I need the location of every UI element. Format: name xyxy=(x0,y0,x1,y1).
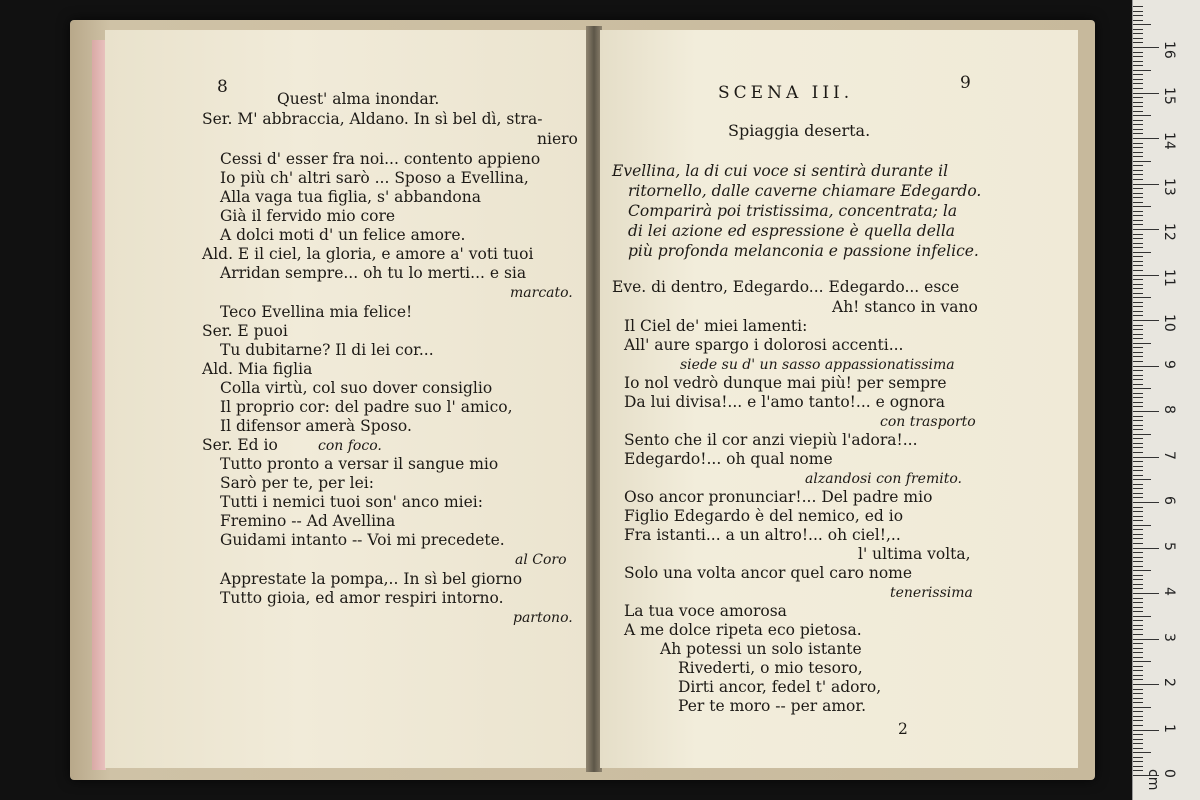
ruler-tick xyxy=(1133,757,1143,758)
ruler-tick xyxy=(1133,611,1143,612)
ruler-tick xyxy=(1133,643,1143,644)
stage-direction: più profonda melanconia e passione infelice. xyxy=(628,242,979,260)
ruler-tick xyxy=(1133,265,1143,266)
text-line: Arridan sempre... oh tu lo merti... e sia xyxy=(220,264,527,282)
text-line: Fremino -- Ad Avellina xyxy=(220,512,396,530)
ruler-tick xyxy=(1133,47,1159,48)
ruler-tick xyxy=(1133,325,1143,326)
ruler-tick xyxy=(1133,384,1143,385)
ruler-tick xyxy=(1133,334,1143,335)
page-edge xyxy=(92,40,106,770)
text-line: Quest' alma inondar. xyxy=(277,90,440,108)
ruler-tick xyxy=(1133,329,1143,330)
ruler-tick xyxy=(1133,338,1143,339)
ruler-tick xyxy=(1133,730,1159,731)
ruler-tick xyxy=(1133,402,1143,403)
ruler-tick xyxy=(1133,88,1143,89)
ruler-label: 6 xyxy=(1161,496,1177,505)
text-line: Ah potessi un solo istante xyxy=(660,640,862,658)
ruler-tick xyxy=(1133,315,1143,316)
ruler-tick xyxy=(1133,397,1143,398)
ruler-tick xyxy=(1133,256,1143,257)
text-line: A dolci moti d' un felice amore. xyxy=(220,226,466,244)
ruler-tick xyxy=(1133,174,1143,175)
ruler-tick xyxy=(1133,457,1159,458)
ruler-tick xyxy=(1133,529,1143,530)
ruler-tick xyxy=(1133,598,1143,599)
ruler-tick xyxy=(1133,466,1143,467)
text-line: All' aure spargo i dolorosi accenti... xyxy=(624,336,904,354)
ruler-tick xyxy=(1133,548,1159,549)
ruler-tick xyxy=(1133,502,1159,503)
right-page xyxy=(600,30,1078,768)
ruler-tick xyxy=(1133,702,1143,703)
ruler-tick xyxy=(1133,670,1143,671)
ruler-tick xyxy=(1133,275,1159,276)
ruler-label: 13 xyxy=(1161,177,1177,196)
ruler-tick xyxy=(1133,202,1143,203)
ruler-label: 11 xyxy=(1161,268,1177,287)
ruler-label: 1 xyxy=(1161,723,1177,733)
ruler-tick xyxy=(1133,361,1143,362)
ruler-tick xyxy=(1133,698,1143,699)
ruler-tick xyxy=(1133,206,1151,207)
ruler-tick xyxy=(1133,416,1143,417)
stage-direction: tenerissima xyxy=(890,585,973,601)
ruler-tick xyxy=(1133,570,1151,571)
ruler-tick xyxy=(1133,461,1143,462)
ruler-tick xyxy=(1133,675,1143,676)
ruler-tick xyxy=(1133,165,1143,166)
ruler-tick xyxy=(1133,493,1143,494)
ruler-tick xyxy=(1133,666,1143,667)
text-line: A me dolce ripeta eco pietosa. xyxy=(624,621,862,639)
page-number: 8 xyxy=(217,77,228,97)
ruler-tick xyxy=(1133,229,1159,230)
ruler-tick xyxy=(1133,52,1143,53)
text-line: Sento che il cor anzi viepiù l'adora!... xyxy=(624,431,918,449)
ruler-tick xyxy=(1133,111,1143,112)
ruler-tick xyxy=(1133,679,1143,680)
ruler-tick xyxy=(1133,147,1143,148)
ruler-tick xyxy=(1133,693,1143,694)
ruler-tick xyxy=(1133,470,1143,471)
ruler-tick xyxy=(1133,138,1159,139)
stage-direction: al Coro xyxy=(515,552,567,568)
text-line: Già il fervido mio core xyxy=(220,207,396,225)
text-line: niero xyxy=(537,130,578,148)
ruler-tick xyxy=(1133,575,1143,576)
ruler-tick xyxy=(1133,152,1143,153)
ruler-label: 5 xyxy=(1161,541,1177,551)
ruler-tick xyxy=(1133,343,1151,344)
ruler-tick xyxy=(1133,6,1143,7)
text-line: Fra istanti... a un altro!... oh ciel!,.. xyxy=(624,526,901,544)
ruler-label: 7 xyxy=(1161,450,1177,460)
ruler-tick xyxy=(1133,234,1143,235)
signature-mark: 2 xyxy=(898,720,908,738)
ruler-tick xyxy=(1133,24,1151,25)
text-line: Guidami intanto -- Voi mi precedete. xyxy=(220,531,505,549)
ruler-tick xyxy=(1133,29,1143,30)
ruler-tick xyxy=(1133,297,1151,298)
ruler-tick xyxy=(1133,247,1143,248)
ruler-label: 2 xyxy=(1161,678,1177,687)
text-line: Per te moro -- per amor. xyxy=(678,697,867,715)
text-line: Tu dubitarne? Il di lei cor... xyxy=(220,341,434,359)
text-line: Cessi d' esser fra noi... contento appieno xyxy=(220,150,541,168)
text-line: Tutto pronto a versar il sangue mio xyxy=(220,455,499,473)
ruler-tick xyxy=(1133,356,1143,357)
measuring-ruler xyxy=(1132,0,1200,800)
ruler-tick xyxy=(1133,538,1143,539)
ruler-tick xyxy=(1133,120,1143,121)
stage-direction: di lei azione ed espressione è quella della xyxy=(628,222,956,240)
ruler-tick xyxy=(1133,320,1159,321)
ruler-label: 15 xyxy=(1161,86,1177,105)
ruler-tick xyxy=(1133,720,1143,721)
ruler-tick xyxy=(1133,406,1143,407)
scene-heading: SCENA III. xyxy=(718,83,854,103)
ruler-tick xyxy=(1133,725,1143,726)
ruler-tick xyxy=(1133,561,1143,562)
ruler-tick xyxy=(1133,616,1151,617)
text-line: La tua voce amorosa xyxy=(624,602,787,620)
ruler-tick xyxy=(1133,38,1143,39)
ruler-tick xyxy=(1133,33,1143,34)
ruler-tick xyxy=(1133,102,1143,103)
ruler-tick xyxy=(1133,302,1143,303)
ruler-tick xyxy=(1133,74,1143,75)
ruler-tick xyxy=(1133,56,1143,57)
text-line: Ser. E puoi xyxy=(202,322,288,340)
ruler-tick xyxy=(1133,20,1143,21)
ruler-tick xyxy=(1133,452,1143,453)
ruler-tick xyxy=(1133,224,1143,225)
ruler-tick xyxy=(1133,639,1159,640)
ruler-tick xyxy=(1133,238,1143,239)
ruler-tick xyxy=(1133,425,1143,426)
ruler-tick xyxy=(1133,252,1151,253)
ruler-tick xyxy=(1133,188,1143,189)
text-line: Rivederti, o mio tesoro, xyxy=(678,659,863,677)
ruler-label: 16 xyxy=(1161,41,1177,59)
text-line: Tutti i nemici tuoi son' anco miei: xyxy=(220,493,483,511)
ruler-tick xyxy=(1133,593,1159,594)
ruler-tick xyxy=(1133,15,1143,16)
ruler-tick xyxy=(1133,584,1143,585)
ruler-tick xyxy=(1133,93,1159,94)
ruler-tick xyxy=(1133,438,1143,439)
ruler-label: 12 xyxy=(1161,223,1177,241)
ruler-tick xyxy=(1133,124,1143,125)
ruler-tick xyxy=(1133,579,1143,580)
ruler-tick xyxy=(1133,743,1143,744)
ruler-tick xyxy=(1133,507,1143,508)
ruler-label: 14 xyxy=(1161,132,1177,150)
text-line: Apprestate la pompa,.. In sì bel giorno xyxy=(220,570,523,588)
text-line: Edegardo!... oh qual nome xyxy=(624,450,833,468)
ruler-tick xyxy=(1133,566,1143,567)
ruler-tick xyxy=(1133,79,1143,80)
stage-direction: alzandosi con fremito. xyxy=(805,471,962,487)
ruler-tick xyxy=(1133,197,1143,198)
ruler-tick xyxy=(1133,215,1143,216)
ruler-tick xyxy=(1133,607,1143,608)
ruler-label: 0 cm xyxy=(1145,769,1177,791)
ruler-tick xyxy=(1133,352,1143,353)
stage-direction: ritornello, dalle caverne chiamare Edegardo. xyxy=(628,182,982,200)
ruler-tick xyxy=(1133,625,1143,626)
text-line: Io nol vedrò dunque mai più! per sempre xyxy=(624,374,947,392)
ruler-tick xyxy=(1133,379,1143,380)
ruler-tick xyxy=(1133,734,1143,735)
ruler-tick xyxy=(1133,748,1143,749)
scene-subheading: Spiaggia deserta. xyxy=(728,121,871,140)
ruler-tick xyxy=(1133,684,1159,685)
stage-direction: marcato. xyxy=(510,285,573,301)
text-line: Il proprio cor: del padre suo l' amico, xyxy=(220,398,513,416)
text-line: Sarò per te, per lei: xyxy=(220,474,374,492)
stage-direction: Comparirà poi tristissima, concentrata; la xyxy=(628,202,958,220)
ruler-tick xyxy=(1133,511,1143,512)
ruler-tick xyxy=(1133,97,1143,98)
ruler-tick xyxy=(1133,429,1143,430)
ruler-tick xyxy=(1133,161,1151,162)
stage-direction: con trasporto xyxy=(880,414,976,430)
ruler-tick xyxy=(1133,602,1143,603)
ruler-tick xyxy=(1133,411,1159,412)
ruler-tick xyxy=(1133,434,1151,435)
text-line: Il Ciel de' miei lamenti: xyxy=(624,317,808,335)
text-line: Da lui divisa!... e l'amo tanto!... e ognora xyxy=(624,393,945,411)
ruler-tick xyxy=(1133,115,1151,116)
ruler-tick xyxy=(1133,306,1143,307)
stage-direction: partono. xyxy=(513,610,573,626)
ruler-tick xyxy=(1133,716,1143,717)
ruler-tick xyxy=(1133,652,1143,653)
ruler-tick xyxy=(1133,370,1143,371)
ruler-tick xyxy=(1133,588,1143,589)
ruler-tick xyxy=(1133,347,1143,348)
text-line: Il difensor amerà Sposo. xyxy=(220,417,412,435)
ruler-tick xyxy=(1133,311,1143,312)
ruler-label: 10 xyxy=(1161,314,1177,332)
ruler-tick xyxy=(1133,61,1143,62)
ruler-label: 8 xyxy=(1161,405,1177,414)
text-line: Eve. di dentro, Edegardo... Edegardo... esce xyxy=(612,278,960,296)
text-line: Tutto gioia, ed amor respiri intorno. xyxy=(220,589,504,607)
text-line: Colla virtù, col suo dover consiglio xyxy=(220,379,493,397)
ruler-tick xyxy=(1133,366,1159,367)
ruler-tick xyxy=(1133,133,1143,134)
ruler-tick xyxy=(1133,83,1143,84)
ruler-tick xyxy=(1133,11,1143,12)
text-line: Solo una volta ancor quel caro nome xyxy=(624,564,913,582)
text-line: Ser. M' abbraccia, Aldano. In sì bel dì, stra- xyxy=(202,110,543,128)
ruler-tick xyxy=(1133,243,1143,244)
ruler-tick xyxy=(1133,629,1143,630)
text-line: Ser. Ed io xyxy=(202,436,278,454)
ruler-tick xyxy=(1133,657,1143,658)
ruler-tick xyxy=(1133,634,1143,635)
ruler-tick xyxy=(1133,661,1151,662)
ruler-tick xyxy=(1133,184,1159,185)
stage-direction: siede su d' un sasso appassionatissima xyxy=(680,357,955,373)
ruler-tick xyxy=(1133,475,1143,476)
text-line: Alla vaga tua figlia, s' abbandona xyxy=(220,188,481,206)
text-line: Ald. E il ciel, la gloria, e amore a' voti tuoi xyxy=(202,245,534,263)
stage-direction: Evellina, la di cui voce si sentirà durante il xyxy=(612,162,949,180)
ruler-tick xyxy=(1133,516,1143,517)
ruler-tick xyxy=(1133,443,1143,444)
ruler-tick xyxy=(1133,143,1143,144)
ruler-tick xyxy=(1133,293,1143,294)
ruler-tick xyxy=(1133,156,1143,157)
text-line: l' ultima volta, xyxy=(858,545,971,563)
text-line: Ald. Mia figlia xyxy=(202,360,313,378)
text-line: Ah! stanco in vano xyxy=(832,298,978,316)
ruler-tick xyxy=(1133,270,1143,271)
ruler-tick xyxy=(1133,543,1143,544)
text-line: Io più ch' altri sarò ... Sposo a Evellina, xyxy=(220,169,529,187)
ruler-tick xyxy=(1133,689,1143,690)
ruler-tick xyxy=(1133,707,1151,708)
ruler-label: 9 xyxy=(1161,359,1177,369)
ruler-label: 3 xyxy=(1161,632,1177,642)
ruler-tick xyxy=(1133,70,1151,71)
text-line: Dirti ancor, fedel t' adoro, xyxy=(678,678,882,696)
text-line: Oso ancor pronunciar!... Del padre mio xyxy=(624,488,933,506)
ruler-tick xyxy=(1133,220,1143,221)
ruler-tick xyxy=(1133,770,1143,771)
ruler-tick xyxy=(1133,261,1143,262)
ruler-tick xyxy=(1133,288,1143,289)
ruler-tick xyxy=(1133,534,1143,535)
left-page xyxy=(105,30,590,768)
ruler-tick xyxy=(1133,557,1143,558)
ruler-tick xyxy=(1133,520,1143,521)
ruler-tick xyxy=(1133,711,1143,712)
ruler-tick xyxy=(1133,279,1143,280)
ruler-tick xyxy=(1133,766,1143,767)
ruler-tick xyxy=(1133,648,1143,649)
ruler-tick xyxy=(1133,193,1143,194)
ruler-tick xyxy=(1133,479,1151,480)
page-number: 9 xyxy=(960,73,971,93)
text-line: Teco Evellina mia felice! xyxy=(220,303,413,321)
ruler-tick xyxy=(1133,65,1143,66)
ruler-tick xyxy=(1133,552,1143,553)
ruler-tick xyxy=(1133,393,1143,394)
ruler-tick xyxy=(1133,129,1143,130)
ruler-tick xyxy=(1133,170,1143,171)
ruler-tick xyxy=(1133,388,1151,389)
ruler-tick xyxy=(1133,420,1143,421)
ruler-tick xyxy=(1133,284,1143,285)
ruler-tick xyxy=(1133,179,1143,180)
ruler-tick xyxy=(1133,620,1143,621)
ruler-tick xyxy=(1133,497,1143,498)
ruler-label: 4 xyxy=(1161,587,1177,596)
ruler-tick xyxy=(1133,488,1143,489)
ruler-tick xyxy=(1133,106,1143,107)
ruler-tick xyxy=(1133,375,1143,376)
text-line: Figlio Edegardo è del nemico, ed io xyxy=(624,507,904,525)
ruler-tick xyxy=(1133,525,1151,526)
ruler-tick xyxy=(1133,761,1143,762)
ruler-tick xyxy=(1133,42,1143,43)
stage-direction: con foco. xyxy=(318,438,382,454)
ruler-tick xyxy=(1133,211,1143,212)
ruler-tick xyxy=(1133,484,1143,485)
ruler-tick xyxy=(1133,739,1143,740)
ruler-tick xyxy=(1133,447,1143,448)
ruler-tick xyxy=(1133,752,1151,753)
